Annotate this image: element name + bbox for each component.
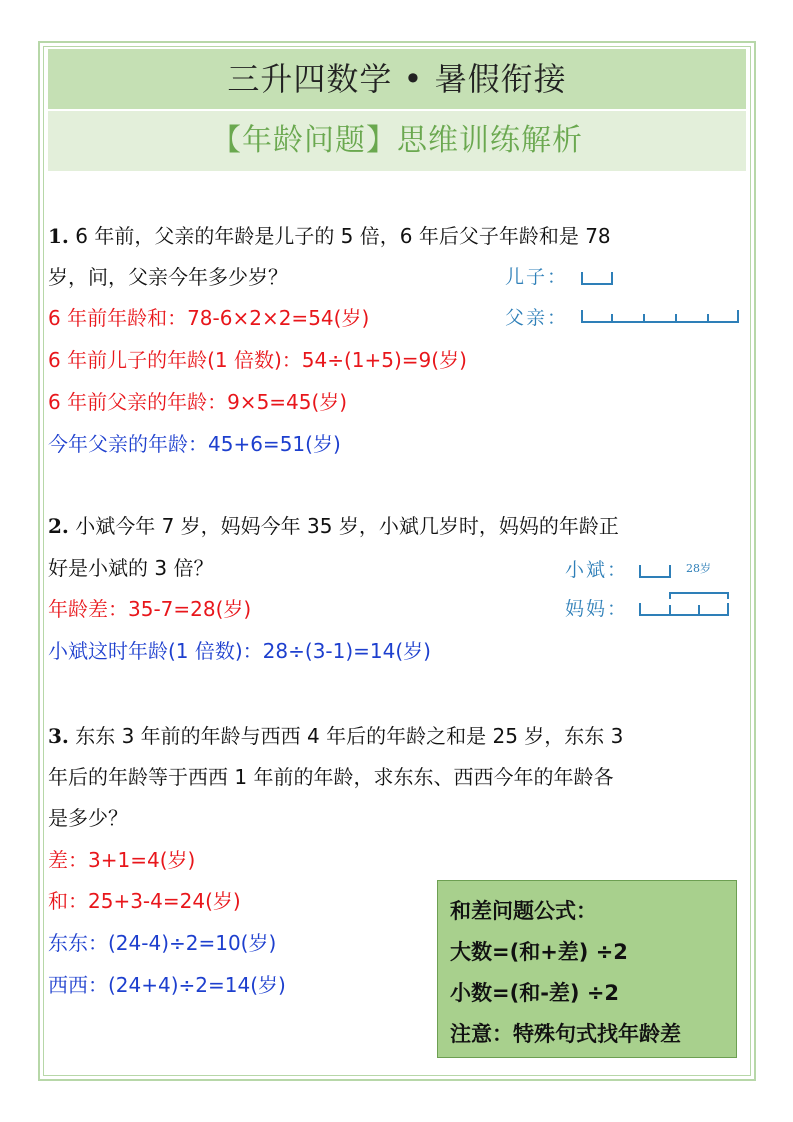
problem3-question-line2: 年后的年龄等于西西 1 年前的年龄，求东东、西西今年的年龄各 bbox=[48, 765, 614, 789]
problem1-step3: 6 年前父亲的年龄：9×5=45(岁) bbox=[48, 390, 348, 414]
father-segment bbox=[582, 310, 738, 322]
problem1-answer: 今年父亲的年龄：45+6=51(岁) bbox=[48, 432, 341, 456]
age-diff-brace bbox=[670, 593, 728, 599]
xiaobin-segment bbox=[640, 565, 670, 577]
formula-box bbox=[437, 880, 737, 1058]
son-segment bbox=[582, 272, 612, 284]
problem2-number: 2. bbox=[48, 514, 69, 538]
formula-title: 和差问题公式： bbox=[450, 899, 597, 923]
diagram-son-label: 儿子： bbox=[505, 266, 569, 288]
problem2-question-text1: 小斌今年 7 岁，妈妈今年 35 岁，小斌几岁时，妈妈的年龄正 bbox=[68, 514, 619, 538]
problem2-question-line2: 好是小斌的 3 倍？ bbox=[48, 556, 214, 580]
problem3-step2: 和：25+3-4=24(岁) bbox=[48, 889, 241, 913]
problem2-answer: 小斌这时年龄(1 倍数)：28÷(3-1)=14(岁) bbox=[48, 639, 431, 663]
problem1-step2: 6 年前儿子的年龄(1 倍数)：54÷(1+5)=9(岁) bbox=[48, 348, 467, 372]
problem3-answer-xixi: 西西：(24+4)÷2=14(岁) bbox=[48, 973, 286, 997]
page-subtitle: 【年龄问题】思维训练解析 bbox=[48, 111, 746, 171]
mom-segment bbox=[640, 603, 728, 615]
formula-small-number: 小数=(和-差) ÷2 bbox=[450, 981, 620, 1005]
problem3-question-line3: 是多少？ bbox=[48, 806, 128, 830]
page-title: 三升四数学 • 暑假衔接 bbox=[48, 49, 746, 109]
formula-big-number: 大数=(和+差) ÷2 bbox=[450, 940, 628, 964]
problem1-question-text1: 6 年前，父亲的年龄是儿子的 5 倍，6 年后父子年龄和是 78 bbox=[68, 224, 611, 248]
problem1-question-line1 bbox=[48, 221, 611, 251]
problem3-number: 3. bbox=[48, 724, 69, 748]
problem3-step1: 差：3+1=4(岁) bbox=[48, 848, 196, 872]
diagram-mom-label: 妈妈： bbox=[565, 598, 629, 620]
problem1-number: 1. bbox=[48, 224, 69, 248]
diagram-diff-label: 28岁 bbox=[686, 562, 711, 575]
diagram-father-label: 父亲： bbox=[505, 307, 569, 329]
diagram-xiaobin-label: 小斌： bbox=[565, 559, 629, 581]
problem1-question-line2: 岁，问，父亲今年多少岁？ bbox=[48, 265, 288, 289]
problem3-answer-dongdong: 东东：(24-4)÷2=10(岁) bbox=[48, 931, 277, 955]
problem3-question-text1: 东东 3 年前的年龄与西西 4 年后的年龄之和是 25 岁，东东 3 bbox=[68, 724, 624, 748]
formula-note: 注意：特殊句式找年龄差 bbox=[450, 1022, 681, 1046]
problem1-step1: 6 年前年龄和：78-6×2×2=54(岁) bbox=[48, 306, 370, 330]
problem2-step1: 年龄差：35-7=28(岁) bbox=[48, 597, 252, 621]
problem2-line-diagram bbox=[636, 555, 736, 625]
problem3-question-line1 bbox=[48, 721, 623, 751]
problem2-question-line1 bbox=[48, 511, 619, 541]
problem1-line-diagram bbox=[578, 262, 748, 332]
